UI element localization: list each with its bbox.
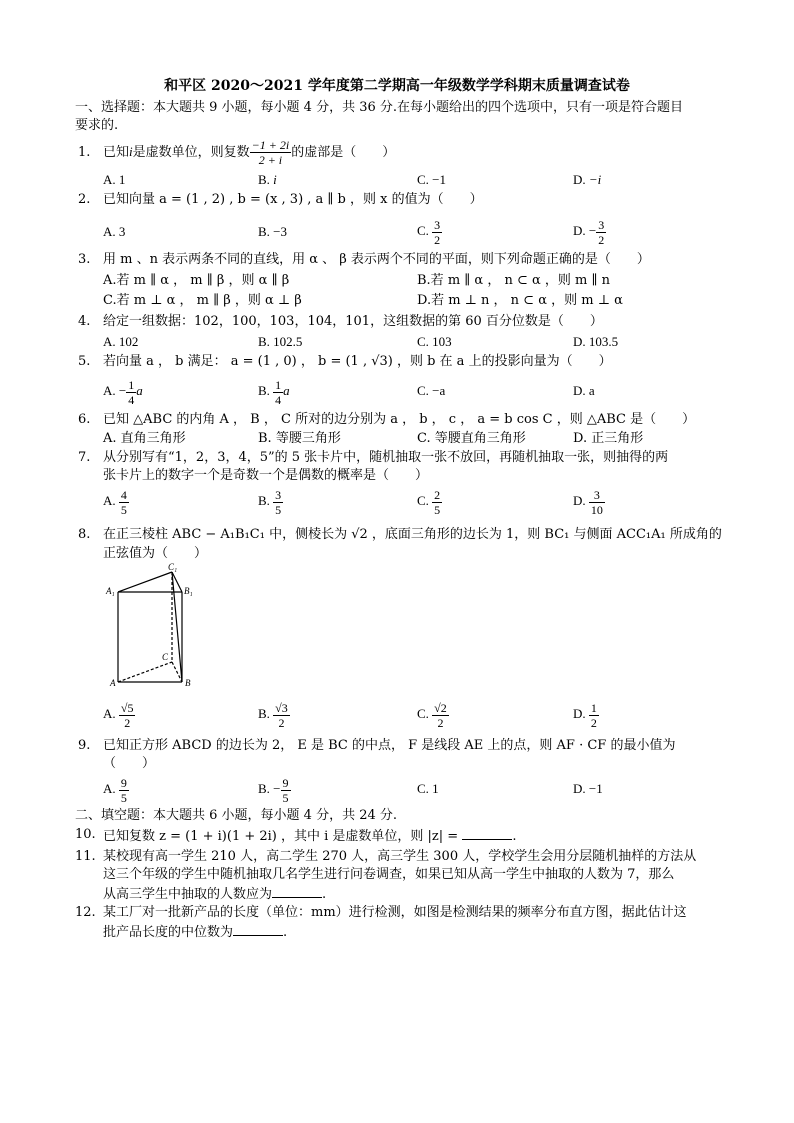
q7-stem-line2: 张卡片上的数字一个是奇数一个是偶数的概率是（ ） — [103, 468, 429, 483]
q5-option-a[interactable]: A. − $\frac{1}{4}$ a — [103, 377, 143, 407]
q10-number: 10. — [75, 827, 96, 842]
q4-option-b[interactable]: B. 102.5 — [258, 334, 303, 349]
q6-option-d[interactable]: D. 正三角形 — [573, 431, 644, 446]
q2-number: 2. — [78, 192, 91, 207]
q5-option-c[interactable]: C. −a — [417, 383, 446, 398]
q7-option-d[interactable]: D. $\frac{3}{10}$ — [573, 487, 603, 517]
q11-stem-line3: 从高三学生中抽取的人数应为 . — [103, 887, 327, 902]
q11-answer-blank[interactable] — [272, 885, 322, 898]
q1-option-d[interactable]: D. −i — [573, 172, 602, 187]
q4-option-c[interactable]: C. 103 — [417, 334, 452, 349]
q4-number: 4. — [78, 314, 91, 329]
q3-number: 3. — [78, 252, 91, 267]
label-a: A — [110, 678, 116, 688]
q6-option-c[interactable]: C. 等腰直角三角形 — [417, 431, 526, 446]
q5-option-d[interactable]: D. a — [573, 383, 595, 398]
q4-option-d[interactable]: D. 103.5 — [573, 334, 619, 349]
q12-number: 12. — [75, 905, 96, 920]
q7-option-b[interactable]: B. $\frac{3}{5}$ — [258, 487, 282, 517]
q8-number: 8. — [78, 527, 91, 542]
q4-stem: 给定一组数据：102，100，103，104，101，这组数据的第 60 百分位数是（ ） — [103, 314, 603, 329]
prism-figure — [100, 560, 200, 690]
q9-option-b[interactable]: B. − $\frac{9}{5}$ — [258, 775, 289, 805]
q3-option-a[interactable]: A.若 m ∥ α ， m ∥ β ，则 α ∥ β — [103, 273, 290, 288]
q7-number: 7. — [78, 450, 91, 465]
q8-stem-line1: 在正三棱柱 ABC − A₁B₁C₁ 中，侧棱长为 √2 ，底面三角形的边长为 1，则 BC₁ 与侧面 ACC₁A₁ 所成角的 — [103, 527, 722, 542]
q5-number: 5. — [78, 354, 91, 369]
q1-fraction: $\frac{-1 + 2i}{2 + i}$ — [251, 138, 290, 167]
q9-stem-line1: 已知正方形 ABCD 的边长为 2， E 是 BC 的中点， F 是线段 AE 上的点，则 AF · CF 的最小值为 — [103, 738, 676, 753]
q1-option-b[interactable]: B. i — [258, 172, 277, 187]
q8-option-b[interactable]: B. $\frac{√3}{2}$ — [258, 700, 288, 730]
q11-stem-line1: 某校现有高一学生 210 人，高二学生 270 人，高三学生 300 人，学校学生会用分层随机抽样的方法从 — [103, 849, 697, 864]
q11-stem-line2: 这三个年级的学生中随机抽取几名学生进行问卷调查，如果已知从高一学生中抽取的人数为 7，那么 — [103, 867, 675, 882]
q9-option-d[interactable]: D. −1 — [573, 781, 603, 796]
q6-option-a[interactable]: A. 直角三角形 — [103, 431, 186, 446]
q10-stem: 已知复数 z = (1 + i)(1 + 2i) ，其中 i 是虚数单位，则 |z| = . — [103, 829, 517, 844]
q12-stem-line2: 批产品长度的中位数为 . — [103, 925, 288, 940]
edge-a1-c1 — [118, 572, 172, 592]
q5-option-b[interactable]: B. $\frac{1}{4}$ a — [258, 377, 290, 407]
q8-option-d[interactable]: D. $\frac{1}{2}$ — [573, 700, 597, 730]
q9-option-a[interactable]: A. $\frac{9}{5}$ — [103, 775, 127, 805]
q6-stem: 已知 △ABC 的内角 A ， B ， C 所对的边分别为 a ， b ， c ， a = b cos C ，则 △ABC 是（ ） — [103, 412, 696, 427]
q1-number: 1. — [78, 145, 91, 160]
q8-stem-line2: 正弦值为（ ） — [103, 546, 208, 561]
q3-option-c[interactable]: C.若 m ⊥ α ， m ∥ β ，则 α ⊥ β — [103, 293, 302, 308]
q1-option-c[interactable]: C. −1 — [417, 172, 447, 187]
label-b1: B₁ — [184, 586, 193, 596]
label-c: C — [162, 652, 169, 662]
q2-option-a[interactable]: A. 3 — [103, 224, 126, 239]
q2-stem: 已知向量 a = (1 , 2) , b = (x , 3) , a ∥ b ，则 x 的值为（ ） — [103, 192, 483, 207]
q12-stem-line1: 某工厂对一批新产品的长度（单位：mm）进行检测，如图是检测结果的频率分布直方图，据此估计这 — [103, 905, 687, 920]
q9-stem-line2: （ ） — [103, 756, 156, 771]
q2-option-c[interactable]: C. $\frac{3}{2}$ — [417, 217, 441, 247]
section1-heading-line1: 一、选择题：本大题共 9 小题，每小题 4 分，共 36 分.在每小题给出的四个选项中，只有一项是符合题目 — [75, 100, 684, 115]
section2-heading: 二、填空题：本大题共 6 小题，每小题 4 分，共 24 分. — [75, 808, 398, 823]
q7-option-c[interactable]: C. $\frac{2}{5}$ — [417, 487, 441, 517]
q8-option-c[interactable]: C. $\frac{√2}{2}$ — [417, 700, 447, 730]
q9-option-c[interactable]: C. 1 — [417, 781, 439, 796]
q7-option-a[interactable]: A. $\frac{4}{5}$ — [103, 487, 127, 517]
q3-stem: 用 m 、n 表示两条不同的直线，用 α 、 β 表示两个不同的平面，则下列命题正确的是（ ） — [103, 252, 650, 267]
q2-option-b[interactable]: B. −3 — [258, 224, 288, 239]
q12-answer-blank[interactable] — [233, 923, 283, 936]
label-b: B — [185, 678, 191, 688]
q1-option-a[interactable]: A. 1 — [103, 172, 126, 187]
q9-number: 9. — [78, 738, 91, 753]
q8-option-a[interactable]: A. $\frac{√5}{2}$ — [103, 700, 134, 730]
q10-answer-blank[interactable] — [462, 827, 512, 840]
q7-stem-line1: 从分别写有“1，2，3，4，5”的 5 张卡片中，随机抽取一张不放回，再随机抽取一张，则抽得的两 — [103, 450, 669, 465]
q5-stem: 若向量 a ， b 满足： a = (1 , 0) ， b = (1 , √3) ，则 b 在 a 上的投影向量为（ ） — [103, 354, 612, 369]
q3-option-d[interactable]: D.若 m ⊥ n ， n ⊂ α ，则 m ⊥ α — [417, 293, 623, 308]
q11-number: 11. — [75, 849, 96, 864]
q1-stem: 已知i是虚数单位，则复数 $\frac{-1 + 2i}{2 + i}$ 的虚部是（ ） — [103, 138, 396, 167]
label-a1: A₁ — [106, 586, 115, 596]
edge-a-c — [118, 662, 172, 682]
q4-option-a[interactable]: A. 102 — [103, 334, 139, 349]
section1-heading-line2: 要求的. — [75, 118, 119, 133]
q6-number: 6. — [78, 412, 91, 427]
exam-title: 和平区 2020～2021 学年度第二学期高一年级数学学科期末质量调查试卷 — [164, 78, 630, 94]
q2-option-d[interactable]: D. − $\frac{3}{2}$ — [573, 217, 605, 247]
q3-option-b[interactable]: B.若 m ∥ α ， n ⊂ α ，则 m ∥ n — [417, 273, 611, 288]
label-c1: C₁ — [168, 562, 178, 572]
q6-option-b[interactable]: B. 等腰三角形 — [258, 431, 341, 446]
